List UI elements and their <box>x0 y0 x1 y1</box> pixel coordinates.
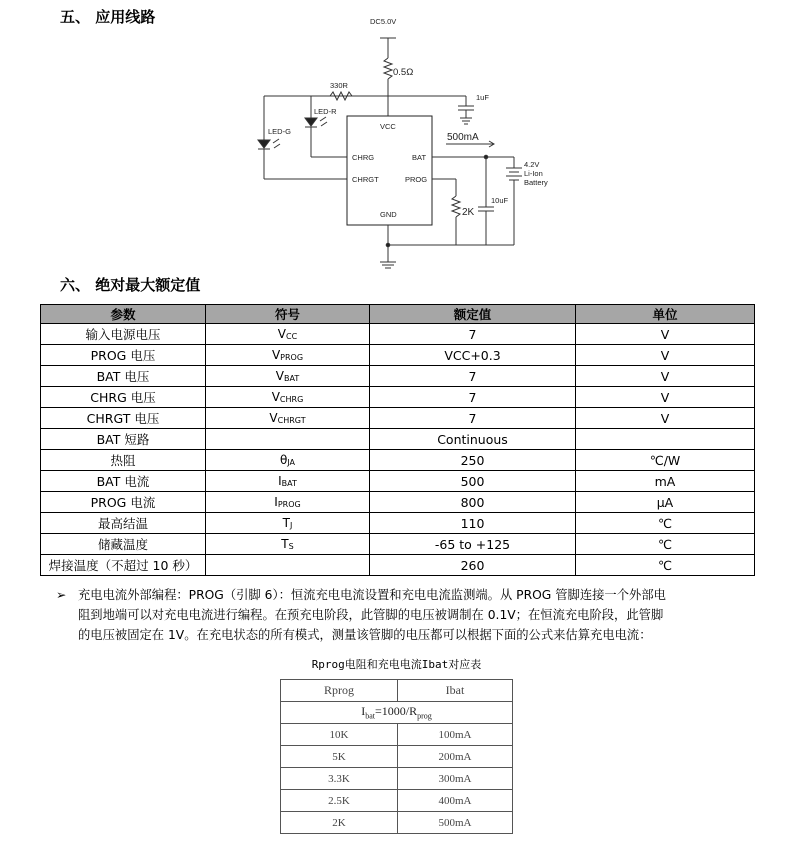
formula-mid: =1000/R <box>375 704 418 719</box>
rating-cell: 110 <box>370 513 576 534</box>
unit-cell: V <box>576 408 755 429</box>
rating-cell: -65 to +125 <box>370 534 576 555</box>
symbol-base: T <box>282 516 290 530</box>
header-param: 参数 <box>41 305 206 324</box>
rprog-value-cell: 2.5K <box>281 790 398 812</box>
rprog-row <box>281 746 513 768</box>
symbol-cell <box>206 513 370 534</box>
pin-chrg-label: CHRG <box>352 153 375 162</box>
ratings-row <box>41 429 755 450</box>
ratings-row <box>41 450 755 471</box>
symbol-base: T <box>281 537 289 551</box>
ratings-row <box>41 534 755 555</box>
rprog-header-row <box>281 680 513 702</box>
sense-resistor-label: 0.5Ω <box>393 67 414 78</box>
formula-row <box>281 702 513 724</box>
symbol-subscript: S <box>288 542 294 551</box>
symbol-subscript: PROG <box>277 500 301 509</box>
param-cell: 焊接温度（不超过 10 秒） <box>41 555 206 576</box>
param-cell: BAT 电流 <box>41 471 206 492</box>
symbol-base: I <box>278 474 282 488</box>
ratings-row <box>41 408 755 429</box>
formula-cell <box>281 702 513 724</box>
ratings-row <box>41 471 755 492</box>
formula-i: I <box>361 704 366 719</box>
symbol-base: V <box>277 327 287 341</box>
symbol-base: V <box>269 411 278 425</box>
symbol-subscript: CHRG <box>279 395 304 404</box>
symbol-cell <box>206 387 370 408</box>
unit-cell: ℃ <box>576 513 755 534</box>
unit-cell: V <box>576 387 755 408</box>
unit-cell <box>576 429 755 450</box>
pin-prog-label: PROG <box>405 175 428 184</box>
bullet-icon: ➢ <box>56 588 67 602</box>
symbol-cell <box>206 345 370 366</box>
rating-cell: 7 <box>370 366 576 387</box>
unit-cell: V <box>576 324 755 345</box>
rating-cell: Continuous <box>370 429 576 450</box>
param-cell: PROG 电压 <box>41 345 206 366</box>
led-r-label: LED-R <box>314 107 337 116</box>
rprog-value-cell: 5K <box>281 746 398 768</box>
symbol-base: V <box>271 348 281 362</box>
symbol-subscript: J <box>289 521 293 530</box>
rprog-row <box>281 790 513 812</box>
symbol-cell <box>206 471 370 492</box>
unit-cell: mA <box>576 471 755 492</box>
param-cell: 热阻 <box>41 450 206 471</box>
param-cell: 储藏温度 <box>41 534 206 555</box>
ratings-row <box>41 345 755 366</box>
ibat-header: Ibat <box>398 680 513 702</box>
section-6-title: 六、 绝对最大额定值 <box>60 276 201 294</box>
unit-cell: ℃ <box>576 534 755 555</box>
param-cell: BAT 电压 <box>41 366 206 387</box>
unit-cell: ℃ <box>576 555 755 576</box>
unit-cell: ℃/W <box>576 450 755 471</box>
param-cell: CHRGT 电压 <box>41 408 206 429</box>
cap-1uf-label: 1uF <box>476 93 489 102</box>
ratings-row <box>41 366 755 387</box>
symbol-subscript: CHRGT <box>277 416 306 425</box>
battery-word-label: Battery <box>524 178 548 187</box>
rprog-value-cell: 2K <box>281 812 398 834</box>
symbol-base: V <box>271 390 280 404</box>
ratings-row <box>41 555 755 576</box>
ibat-value-cell: 400mA <box>398 790 513 812</box>
param-cell: 最高结温 <box>41 513 206 534</box>
symbol-subscript: PROG <box>280 353 304 362</box>
symbol-cell <box>206 324 370 345</box>
description-line: 阻到地端可以对充电电流进行编程。在预充电阶段，此管脚的电压被调制在 0.1V；在恒流充电阶段，此管脚 <box>78 608 664 622</box>
led-g-label: LED-G <box>268 127 291 136</box>
application-circuit-diagram <box>0 0 793 280</box>
description-line: 的电压被固定在 1V。在充电状态的所有模式，测量该管脚的电压都可以根据下面的公式来估算充电电流： <box>78 628 652 642</box>
symbol-subscript: CC <box>286 332 298 341</box>
pin-vcc-label: VCC <box>380 122 396 131</box>
rating-cell: 7 <box>370 408 576 429</box>
prog-resistor-label: 2K <box>462 207 475 218</box>
symbol-cell <box>206 492 370 513</box>
rating-cell: VCC+0.3 <box>370 345 576 366</box>
symbol-cell <box>206 366 370 387</box>
rprog-value-cell: 10K <box>281 724 398 746</box>
cap-10uf-label: 10uF <box>491 196 509 205</box>
symbol-subscript: JA <box>287 458 296 467</box>
symbol-subscript: BAT <box>281 479 297 488</box>
header-symbol: 符号 <box>206 305 370 324</box>
battery-type-label: Li-Ion <box>524 169 543 178</box>
unit-cell: μA <box>576 492 755 513</box>
unit-cell: V <box>576 345 755 366</box>
rprog-row <box>281 724 513 746</box>
pin-bat-label: BAT <box>412 153 427 162</box>
ibat-value-cell: 500mA <box>398 812 513 834</box>
rprog-table <box>280 679 513 834</box>
ratings-table <box>40 304 755 576</box>
rating-cell: 250 <box>370 450 576 471</box>
ibat-value-cell: 300mA <box>398 768 513 790</box>
symbol-subscript: BAT <box>283 374 300 383</box>
header-unit: 单位 <box>576 305 755 324</box>
rprog-table-caption: Rprog电阻和充电电流Ibat对应表 <box>311 658 482 671</box>
supply-label: DC5.0V <box>370 17 397 26</box>
param-cell: 输入电源电压 <box>41 324 206 345</box>
ibat-value-cell: 200mA <box>398 746 513 768</box>
unit-cell: V <box>576 366 755 387</box>
formula-i-sub: bat <box>365 711 375 721</box>
symbol-base: θ <box>279 453 288 467</box>
current-label: 500mA <box>447 132 479 143</box>
rating-cell: 7 <box>370 387 576 408</box>
led-resistor-label: 330R <box>330 81 348 90</box>
ratings-row <box>41 324 755 345</box>
symbol-base: V <box>275 369 284 383</box>
ratings-row <box>41 387 755 408</box>
symbol-cell <box>206 450 370 471</box>
battery-voltage-label: 4.2V <box>524 160 540 169</box>
ratings-header-row <box>41 305 755 324</box>
formula-r-sub: prog <box>417 711 432 721</box>
pin-chrgt-label: CHRGT <box>352 175 379 184</box>
rprog-row <box>281 768 513 790</box>
symbol-cell <box>206 555 370 576</box>
symbol-cell <box>206 429 370 450</box>
header-rating: 额定值 <box>370 305 576 324</box>
symbol-cell <box>206 408 370 429</box>
param-cell: BAT 短路 <box>41 429 206 450</box>
ratings-row <box>41 513 755 534</box>
rating-cell: 800 <box>370 492 576 513</box>
rprog-row <box>281 812 513 834</box>
symbol-base: I <box>274 495 278 509</box>
pin-gnd-label: GND <box>380 210 397 219</box>
param-cell: PROG 电流 <box>41 492 206 513</box>
rprog-header: Rprog <box>281 680 398 702</box>
rating-cell: 500 <box>370 471 576 492</box>
rating-cell: 7 <box>370 324 576 345</box>
rprog-value-cell: 3.3K <box>281 768 398 790</box>
section-5-title: 五、 应用线路 <box>60 8 156 26</box>
ibat-value-cell: 100mA <box>398 724 513 746</box>
description-line: 充电电流外部编程：PROG（引脚 6）：恒流充电电流设置和充电电流监测端。从 PROG 管脚连接一个外部电 <box>78 588 666 602</box>
symbol-cell <box>206 534 370 555</box>
rating-cell: 260 <box>370 555 576 576</box>
ratings-row <box>41 492 755 513</box>
param-cell: CHRG 电压 <box>41 387 206 408</box>
